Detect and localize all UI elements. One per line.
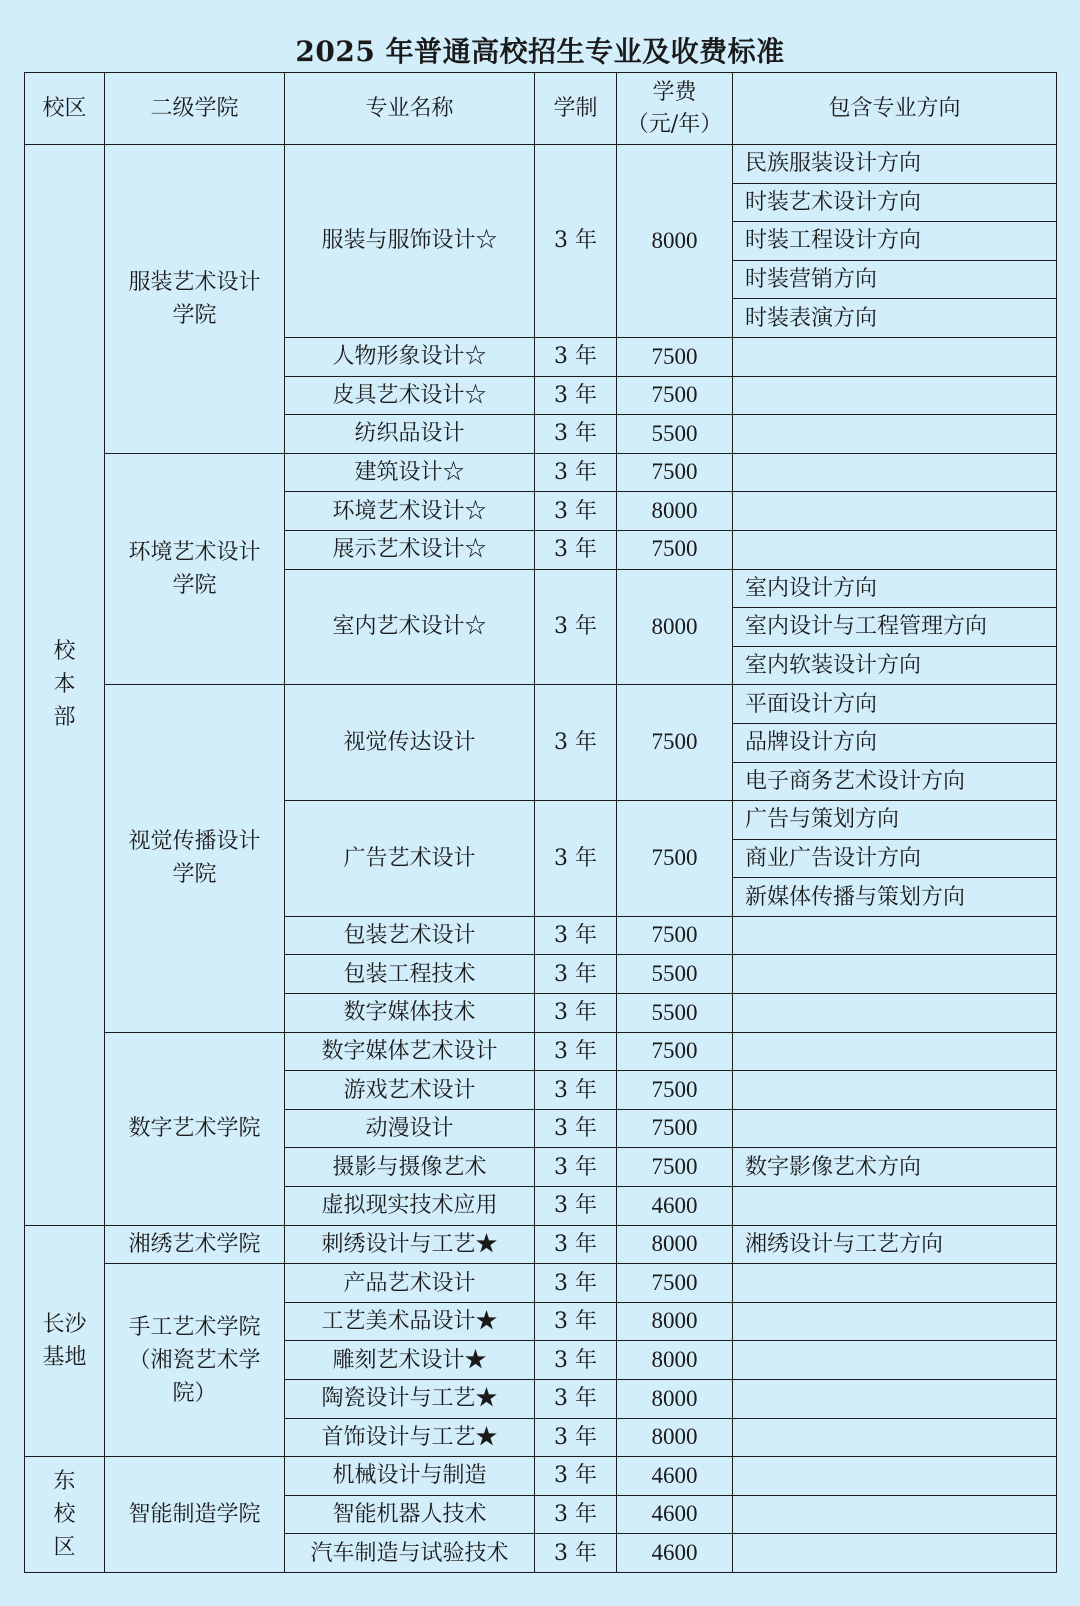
duration-cell: 3 年 xyxy=(535,1032,617,1071)
major-cell: 汽车制造与试验技术 xyxy=(285,1534,535,1573)
direction-cell: 湘绣设计与工艺方向 xyxy=(733,1225,1057,1264)
major-cell: 数字媒体技术 xyxy=(285,994,535,1033)
duration-cell: 3 年 xyxy=(535,916,617,955)
table-row xyxy=(25,685,1057,724)
duration-cell: 3 年 xyxy=(535,685,617,801)
fee-cell: 7500 xyxy=(617,916,733,955)
college-cell: 环境艺术设计 学院 xyxy=(105,453,285,685)
college-cell: 湘绣艺术学院 xyxy=(105,1225,285,1264)
direction-cell: 数字影像艺术方向 xyxy=(733,1148,1057,1187)
duration-cell: 3 年 xyxy=(535,145,617,338)
major-cell: 纺织品设计 xyxy=(285,415,535,454)
major-cell: 陶瓷设计与工艺★ xyxy=(285,1380,535,1419)
direction-cell xyxy=(733,994,1057,1033)
table-row xyxy=(25,1032,1057,1071)
fee-table xyxy=(24,72,1057,1573)
duration-cell: 3 年 xyxy=(535,530,617,569)
table-row xyxy=(25,453,1057,492)
direction-cell xyxy=(733,1032,1057,1071)
direction-cell xyxy=(733,1302,1057,1341)
fee-cell: 4600 xyxy=(617,1457,733,1496)
duration-cell: 3 年 xyxy=(535,1534,617,1573)
direction-cell xyxy=(733,1534,1057,1573)
fee-cell: 5500 xyxy=(617,415,733,454)
fee-cell: 7500 xyxy=(617,376,733,415)
table-body xyxy=(25,145,1057,1573)
fee-cell: 4600 xyxy=(617,1534,733,1573)
direction-cell xyxy=(733,530,1057,569)
fee-cell: 8000 xyxy=(617,1418,733,1457)
college-cell: 智能制造学院 xyxy=(105,1457,285,1573)
duration-cell: 3 年 xyxy=(535,337,617,376)
direction-cell: 室内设计与工程管理方向 xyxy=(733,608,1057,647)
duration-cell: 3 年 xyxy=(535,1457,617,1496)
major-cell: 环境艺术设计☆ xyxy=(285,492,535,531)
direction-cell xyxy=(733,492,1057,531)
major-cell: 广告艺术设计 xyxy=(285,801,535,917)
direction-cell xyxy=(733,1495,1057,1534)
major-cell: 视觉传达设计 xyxy=(285,685,535,801)
fee-cell: 7500 xyxy=(617,1032,733,1071)
duration-cell: 3 年 xyxy=(535,1264,617,1303)
fee-cell: 5500 xyxy=(617,955,733,994)
fee-cell: 7500 xyxy=(617,337,733,376)
fee-cell: 8000 xyxy=(617,492,733,531)
duration-cell: 3 年 xyxy=(535,453,617,492)
duration-cell: 3 年 xyxy=(535,569,617,685)
duration-cell: 3 年 xyxy=(535,1109,617,1148)
direction-cell: 民族服装设计方向 xyxy=(733,145,1057,184)
major-cell: 智能机器人技术 xyxy=(285,1495,535,1534)
duration-cell: 3 年 xyxy=(535,1341,617,1380)
major-cell: 人物形象设计☆ xyxy=(285,337,535,376)
direction-cell: 室内软装设计方向 xyxy=(733,646,1057,685)
fee-cell: 7500 xyxy=(617,453,733,492)
table-row xyxy=(25,145,1057,184)
direction-cell xyxy=(733,1187,1057,1226)
direction-cell xyxy=(733,1341,1057,1380)
fee-cell: 8000 xyxy=(617,1302,733,1341)
fee-cell: 8000 xyxy=(617,145,733,338)
header-duration: 学制 xyxy=(535,73,617,145)
table-row xyxy=(25,1225,1057,1264)
direction-cell: 广告与策划方向 xyxy=(733,801,1057,840)
header-college: 二级学院 xyxy=(105,73,285,145)
header-campus: 校区 xyxy=(25,73,105,145)
fee-cell: 7500 xyxy=(617,685,733,801)
header-major: 专业名称 xyxy=(285,73,535,145)
fee-cell: 4600 xyxy=(617,1495,733,1534)
campus-cell: 校 本 部 xyxy=(25,145,105,1226)
major-cell: 首饰设计与工艺★ xyxy=(285,1418,535,1457)
fee-cell: 7500 xyxy=(617,801,733,917)
major-cell: 包装艺术设计 xyxy=(285,916,535,955)
major-cell: 皮具艺术设计☆ xyxy=(285,376,535,415)
college-cell: 手工艺术学院 （湘瓷艺术学 院） xyxy=(105,1264,285,1457)
direction-cell xyxy=(733,1380,1057,1419)
major-cell: 展示艺术设计☆ xyxy=(285,530,535,569)
major-cell: 室内艺术设计☆ xyxy=(285,569,535,685)
major-cell: 产品艺术设计 xyxy=(285,1264,535,1303)
fee-cell: 8000 xyxy=(617,1341,733,1380)
fee-cell: 8000 xyxy=(617,1380,733,1419)
duration-cell: 3 年 xyxy=(535,1148,617,1187)
major-cell: 刺绣设计与工艺★ xyxy=(285,1225,535,1264)
header-fee xyxy=(617,73,733,145)
duration-cell: 3 年 xyxy=(535,801,617,917)
duration-cell: 3 年 xyxy=(535,1071,617,1110)
major-cell: 建筑设计☆ xyxy=(285,453,535,492)
direction-cell: 电子商务艺术设计方向 xyxy=(733,762,1057,801)
table-row xyxy=(25,1457,1057,1496)
duration-cell: 3 年 xyxy=(535,1225,617,1264)
direction-cell xyxy=(733,376,1057,415)
major-cell: 动漫设计 xyxy=(285,1109,535,1148)
fee-cell: 5500 xyxy=(617,994,733,1033)
campus-cell: 长沙 基地 xyxy=(25,1225,105,1457)
major-cell: 游戏艺术设计 xyxy=(285,1071,535,1110)
fee-cell: 8000 xyxy=(617,1225,733,1264)
header-directions: 包含专业方向 xyxy=(733,73,1057,145)
duration-cell: 3 年 xyxy=(535,1302,617,1341)
major-cell: 包装工程技术 xyxy=(285,955,535,994)
major-cell: 服装与服饰设计☆ xyxy=(285,145,535,338)
duration-cell: 3 年 xyxy=(535,1418,617,1457)
major-cell: 机械设计与制造 xyxy=(285,1457,535,1496)
duration-cell: 3 年 xyxy=(535,415,617,454)
direction-cell xyxy=(733,955,1057,994)
duration-cell: 3 年 xyxy=(535,955,617,994)
duration-cell: 3 年 xyxy=(535,994,617,1033)
direction-cell xyxy=(733,453,1057,492)
header-row xyxy=(25,73,1057,145)
table-row xyxy=(25,1264,1057,1303)
major-cell: 虚拟现实技术应用 xyxy=(285,1187,535,1226)
major-cell: 雕刻艺术设计★ xyxy=(285,1341,535,1380)
direction-cell: 商业广告设计方向 xyxy=(733,839,1057,878)
direction-cell: 时装工程设计方向 xyxy=(733,222,1057,261)
direction-cell xyxy=(733,337,1057,376)
direction-cell: 时装艺术设计方向 xyxy=(733,183,1057,222)
college-cell: 视觉传播设计 学院 xyxy=(105,685,285,1032)
direction-cell xyxy=(733,916,1057,955)
fee-cell: 7500 xyxy=(617,1109,733,1148)
header-fee-label: 学费 xyxy=(652,79,697,105)
fee-cell: 7500 xyxy=(617,1148,733,1187)
direction-cell: 品牌设计方向 xyxy=(733,723,1057,762)
header-fee-unit: （元/年） xyxy=(626,111,723,137)
direction-cell: 平面设计方向 xyxy=(733,685,1057,724)
duration-cell: 3 年 xyxy=(535,376,617,415)
campus-cell: 东 校 区 xyxy=(25,1457,105,1573)
direction-cell: 室内设计方向 xyxy=(733,569,1057,608)
fee-cell: 4600 xyxy=(617,1187,733,1226)
page-title: 2025 年普通高校招生专业及收费标准 xyxy=(295,35,785,68)
major-cell: 数字媒体艺术设计 xyxy=(285,1032,535,1071)
direction-cell xyxy=(733,415,1057,454)
fee-cell: 7500 xyxy=(617,1071,733,1110)
direction-cell xyxy=(733,1071,1057,1110)
direction-cell xyxy=(733,1264,1057,1303)
duration-cell: 3 年 xyxy=(535,1187,617,1226)
direction-cell: 时装表演方向 xyxy=(733,299,1057,338)
direction-cell xyxy=(733,1418,1057,1457)
major-cell: 摄影与摄像艺术 xyxy=(285,1148,535,1187)
duration-cell: 3 年 xyxy=(535,1495,617,1534)
direction-cell: 新媒体传播与策划方向 xyxy=(733,878,1057,917)
fee-cell: 8000 xyxy=(617,569,733,685)
direction-cell xyxy=(733,1109,1057,1148)
direction-cell xyxy=(733,1457,1057,1496)
fee-cell: 7500 xyxy=(617,1264,733,1303)
college-cell: 数字艺术学院 xyxy=(105,1032,285,1225)
major-cell: 工艺美术品设计★ xyxy=(285,1302,535,1341)
college-cell: 服装艺术设计 学院 xyxy=(105,145,285,454)
fee-cell: 7500 xyxy=(617,530,733,569)
duration-cell: 3 年 xyxy=(535,492,617,531)
direction-cell: 时装营销方向 xyxy=(733,260,1057,299)
duration-cell: 3 年 xyxy=(535,1380,617,1419)
